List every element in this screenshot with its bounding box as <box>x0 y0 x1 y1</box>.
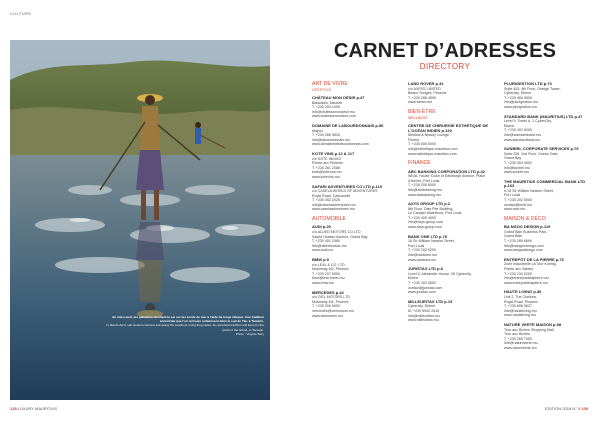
page-title: CARNET D’ADRESSES <box>333 40 557 62</box>
entry-detail-line: Motorway M2, Phoenix <box>312 267 349 272</box>
entry-detail-line: T. +230 202 5000 <box>504 198 532 203</box>
entry-detail-line: www.mcb.mu <box>504 207 526 212</box>
entry-detail-line: info@chateaumondesir.mu <box>312 109 355 114</box>
directory-entry <box>504 180 592 212</box>
entry-detail-line: c/o CIEL MOTORS LTD <box>312 295 350 300</box>
entry-detail-line: www.caselaadventures.mu <box>312 207 355 212</box>
entry-detail-line: Unit 2, The Chelsea, <box>504 294 537 299</box>
edition-label: EDITION 2018 <box>545 406 572 411</box>
entry-detail-line: c/o LEAL & CO. LTD <box>312 262 345 267</box>
entry-detail-line: www.milleuritax.mu <box>408 318 439 323</box>
entry-detail-line: T. +230 403 5600 <box>408 281 436 285</box>
entry-detail-line: T. +230 286 4506 <box>408 95 436 100</box>
entry-detail-line: T. +230 401 2980 <box>312 239 340 244</box>
directory-entry <box>408 170 496 198</box>
entry-name: MERCEDES p.44 <box>312 289 344 295</box>
entry-detail-line: T. +230 466 5800 <box>504 95 532 100</box>
entry-detail-line: www.bangocdesign.com <box>504 248 543 253</box>
entry-detail-line: www.standardbank.mu <box>504 137 541 142</box>
entry-detail-line: www.domainedelabourdonnais.com <box>312 142 369 147</box>
entry-detail-line: info@bangocdesign.com <box>504 243 544 248</box>
footer-right <box>545 406 588 411</box>
entry-detail-line: info@entrepotdelapierre.mu <box>504 276 549 281</box>
entry-name: BANK ONE LTD p.76 <box>408 233 448 239</box>
caption-english: In March-April, salt workers harvest salt along the seashore using long rakes. An ancestral tradition still found in the south of the island, in Tamarin. <box>106 323 264 332</box>
entry-detail-line: 9-15 Sir William Newton Street, <box>504 188 554 193</box>
entry-detail-line: T. +230 405 4000 <box>408 215 436 220</box>
entry-detail-line: Trou aux Biches Shopping Mall, <box>504 327 555 332</box>
photo-credit: Photo : Virginie Bary <box>235 331 264 336</box>
entry-detail-line: T. +230 234 0202 <box>504 271 532 276</box>
entry-detail-line: www.abcbanking.mu <box>408 192 441 197</box>
entry-detail-line: www.esthetique-mauritius.com <box>408 151 457 156</box>
entry-detail-line: Port Louis <box>408 243 425 248</box>
entry-detail-line: Grand Bay <box>504 156 522 161</box>
entry-detail-line: Royal Road, Cascavelle <box>312 193 351 198</box>
entry-detail-line: info@axys-group.com <box>408 220 444 225</box>
entry-detail-line: Level 9, Tower A, 1 CyberCity, <box>504 119 552 124</box>
directory-entry <box>504 290 592 318</box>
entry-detail-line: www.bmw.mu <box>312 281 334 285</box>
magazine-name: LUXURY MAURITIUS <box>17 406 58 411</box>
entry-detail-line: www.kotevins.mu <box>312 174 340 179</box>
entry-detail-line: www.axys-group.com <box>408 225 443 230</box>
page-subtitle: DIRECTORY <box>419 62 471 71</box>
entry-detail-line: Royal Road, Phoenix <box>504 299 538 304</box>
entry-detail-line: Trou aux Biches <box>504 332 530 337</box>
entry-detail-line: www.natureverte.mu <box>504 345 537 350</box>
issue-label: N° 5 <box>572 406 581 411</box>
entry-name: AUDI p.20 <box>312 224 331 230</box>
section-label: CULTURE <box>10 11 32 16</box>
entry-detail-line: 16 Sir William Newton Street, <box>408 239 455 244</box>
entry-detail-line: info@labourdonnais.mu <box>312 137 351 142</box>
entry-name: LAND ROVER p.31 <box>408 81 444 86</box>
entry-name: BMW p.9 <box>312 257 329 263</box>
entry-detail-line: Grand Baie <box>504 234 523 239</box>
directory-entry <box>504 258 592 286</box>
entry-detail-line: c/o KOTE INDIGO <box>312 156 342 161</box>
directory-entry <box>312 258 400 286</box>
entry-detail-line: contact@mcb.mu <box>504 202 533 207</box>
entry-detail-line: www.juristax.com <box>408 290 436 295</box>
entry-detail-line: contact@juristax.com <box>408 285 443 290</box>
entry-detail-line: c/o ALLIED MOTORS CO LTD <box>312 230 361 235</box>
category-subheading: WELLNESS <box>408 116 428 121</box>
entry-detail-line: www.audi.mu <box>312 248 334 253</box>
page-number-right: 139 <box>581 406 588 411</box>
entry-detail-line: WEAL House, Duke of Edinburgh Avenue, Place d’Armes, Port Louis <box>408 174 486 183</box>
entry-detail-line: c/o CASELA WORLD OF ADVENTURES <box>312 189 378 194</box>
category-heading: BIEN-ÊTRE <box>408 108 436 115</box>
entry-name: CHÂTEAU MON DÉSIR p.47 <box>312 95 365 100</box>
category-heading: FINANCE <box>408 160 431 167</box>
entry-detail-line: www.chateaumondesir.com <box>312 114 356 119</box>
entry-detail-line: info@abcbanking.mu <box>408 187 442 192</box>
entry-detail-line: info@bankone.mu <box>408 253 438 258</box>
directory-entry <box>408 82 496 105</box>
directory-entry <box>408 235 496 263</box>
entry-name: AXYS GROUP LTD p.2 <box>408 201 451 207</box>
entry-detail-line: T. +230 265 7055 <box>504 336 532 341</box>
entry-detail-line: Port Louis <box>504 193 521 198</box>
entry-name: HAUTE LIVING p.36 <box>504 289 542 295</box>
entry-detail-line: M. +230 5942 2615 <box>408 308 440 313</box>
directory-entry <box>504 147 592 175</box>
entry-detail-line: Pointe aux Sables <box>504 267 533 271</box>
entry-detail-line: kote@kotevins.mu <box>312 170 342 175</box>
entry-detail-line: 6th Floor, Dias Pier Building, <box>408 206 454 211</box>
entry-detail-line: Grand Baie Business Park, <box>504 229 548 234</box>
entry-detail-line: Suite 403, 4th Floor, Orange Tower, <box>504 86 561 91</box>
entry-name: KOTE VINS p.12 & 117 <box>312 150 355 156</box>
photo-caption <box>104 315 264 336</box>
entry-detail-line: T. +230 402 6000 <box>504 128 532 133</box>
entry-detail-line: T. +230 206 5900 <box>312 304 340 309</box>
entry-name: CENTRE DE CHIRURGIE ESTHÉTIQUE DE L’OCÉAN INDIEN p.120 <box>408 122 489 133</box>
directory-entry <box>312 291 400 319</box>
entry-name: ENTREPÔT DE LA PIERRE p.76 <box>504 256 564 262</box>
entry-detail-line: Beaux Songes, Phoenix <box>408 91 447 96</box>
directory-column-2 <box>408 82 496 328</box>
entry-detail-line: info@sunbirl.mu <box>504 165 531 170</box>
entry-detail-line: Medical & Beauty Lounge <box>408 133 449 138</box>
entry-detail-line: info@natureverte.mu <box>504 341 538 346</box>
directory-entry <box>408 124 496 156</box>
entry-detail-line: T. +230 269 6699 <box>504 239 532 244</box>
entry-detail-line: T. +230 261 2088 <box>312 165 340 170</box>
entry-name: SAFARI ADVENTURES CO LTD p.119 <box>312 183 383 189</box>
category-subheading: LIFESTYLE <box>312 88 331 93</box>
category-heading: MAISON & DÉCO <box>504 215 546 222</box>
caption-french: En mars-avril, les paludiers récoltent le sel sur les bords de mer à l’aide de longs râteaux. Une tradition ancestrale que l’on retrouve notamment dans le sud de l’île, à Tamarin. <box>112 315 264 324</box>
directory-entry <box>312 152 400 180</box>
salt-harvest-photo <box>10 40 270 400</box>
entry-detail-line: info@plurigestion.mu <box>504 100 538 105</box>
directory-column-3 <box>504 82 592 356</box>
page-number-left: 138 <box>10 406 17 411</box>
directory-entry <box>312 225 400 253</box>
entry-detail-line: bmw@leal.intnet.mu <box>312 276 345 281</box>
entry-name: DOMAINE DE LABOURDONNAIS p.56 <box>312 122 384 128</box>
entry-detail-line: T. +230 202 9200 <box>408 248 436 253</box>
entry-detail-line: info@caselaadventures.mu <box>312 202 356 207</box>
entry-detail-line: c/o AXESS LIMITED <box>408 86 441 91</box>
entry-name: NATURE VERTE MAISON p.98 <box>504 321 562 327</box>
directory-entry <box>504 82 592 110</box>
directory-entry <box>408 202 496 230</box>
directory-entry <box>312 124 400 147</box>
entry-detail-line: T. +230 204 1000 <box>312 105 340 110</box>
entry-detail-line: info@standardbank.mu <box>504 132 542 137</box>
entry-name: ABC BANKING CORPORATION LTD p.42 <box>408 168 485 174</box>
entry-detail-line: Zone Industrielle La Tour Koenig, <box>504 262 557 267</box>
entry-detail-line: Mapou <box>312 128 323 133</box>
entry-detail-line: www.bankone.mu <box>408 257 437 262</box>
entry-name: PLURIGESTION LTD p.70 <box>504 81 552 86</box>
entry-detail-line: Level 5, Alexander House, 35 Cybercity, <box>408 271 472 276</box>
directory-entry <box>312 185 400 213</box>
directory-entry <box>504 225 592 253</box>
category-heading: ART DE VIVRE <box>312 81 348 87</box>
entry-detail-line: Cybercity, Ebene <box>504 91 532 96</box>
entry-detail-line: mercedes@cielmotors.mu <box>312 308 354 313</box>
entry-detail-line: Motorway M1, Phoenix <box>312 299 349 304</box>
entry-detail-line: www.sunbirl.mu <box>504 170 530 175</box>
directory-column-1 <box>312 82 400 323</box>
entry-detail-line: Ebene <box>408 276 419 281</box>
entry-detail-line: www.cielmotors.mu <box>312 313 343 318</box>
entry-name: JURISTAX LTD p.6 <box>408 266 443 272</box>
directory-entry <box>504 115 592 143</box>
entry-detail-line: info@esthetique-mauritius.com <box>408 146 458 151</box>
entry-detail-line: Balaclava, Maurice <box>312 100 343 105</box>
directory-entry <box>504 323 592 351</box>
entry-detail-line: T. +230 266 9533 <box>312 133 340 138</box>
directory-entry <box>408 300 496 323</box>
entry-name: SUNBIRL CORPORATE SERVICES p.79 <box>504 146 579 152</box>
entry-detail-line: Floreal <box>408 137 419 142</box>
entry-detail-line: T. +230 206 8000 <box>408 183 436 188</box>
entry-detail-line: www.hauteliving.mu <box>504 313 536 318</box>
entry-detail-line: T. +230 263 0903 <box>504 160 532 165</box>
directory-entry <box>408 267 496 295</box>
entry-detail-line: www.entrepotdelapierre.mu <box>504 280 548 285</box>
entry-detail-line: Sayed Hossen Avenue, Grand Bay <box>312 234 368 239</box>
entry-detail-line: T. +230 207 5900 <box>312 271 340 276</box>
entry-detail-line: Cybercity, Ebene <box>408 304 436 309</box>
entry-detail-line: Ebene <box>504 123 515 128</box>
entry-detail-line: info@hauteliving.mu <box>504 308 537 313</box>
entry-name: MILLEURITAX LTD p.15 <box>408 298 453 304</box>
entry-detail-line: www.axess.mu <box>408 100 432 105</box>
entry-detail-line: Suite 206, 2nd Floor, Ocean Gate, <box>504 151 559 156</box>
category-heading: AUTOMOBILE <box>312 216 346 223</box>
entry-detail-line: T. +230 698 5627 <box>504 304 532 309</box>
entry-detail-line: Pointe aux Piments <box>312 161 343 166</box>
entry-name: THE MAURITIUS COMMERCIAL BANK LTD p.163 <box>504 178 586 189</box>
entry-detail-line: info@alliedmotors.mu <box>312 243 347 248</box>
footer-left <box>10 406 57 411</box>
entry-detail-line: Le Caudan Waterfront, Port Louis <box>408 211 462 216</box>
entry-name: STANDARD BANK (MAURITIUS) LTD p.47 <box>504 113 583 119</box>
entry-name: BA NGOC DESIGN p.119 <box>504 224 551 230</box>
directory-entry <box>312 96 400 119</box>
entry-detail-line: info@milleuritax.mu <box>408 313 440 318</box>
entry-detail-line: T. +230 606 5000 <box>408 142 436 147</box>
entry-detail-line: www.plurigestion.mu <box>504 104 537 109</box>
entry-detail-line: T. +230 452 2028 <box>312 198 340 203</box>
